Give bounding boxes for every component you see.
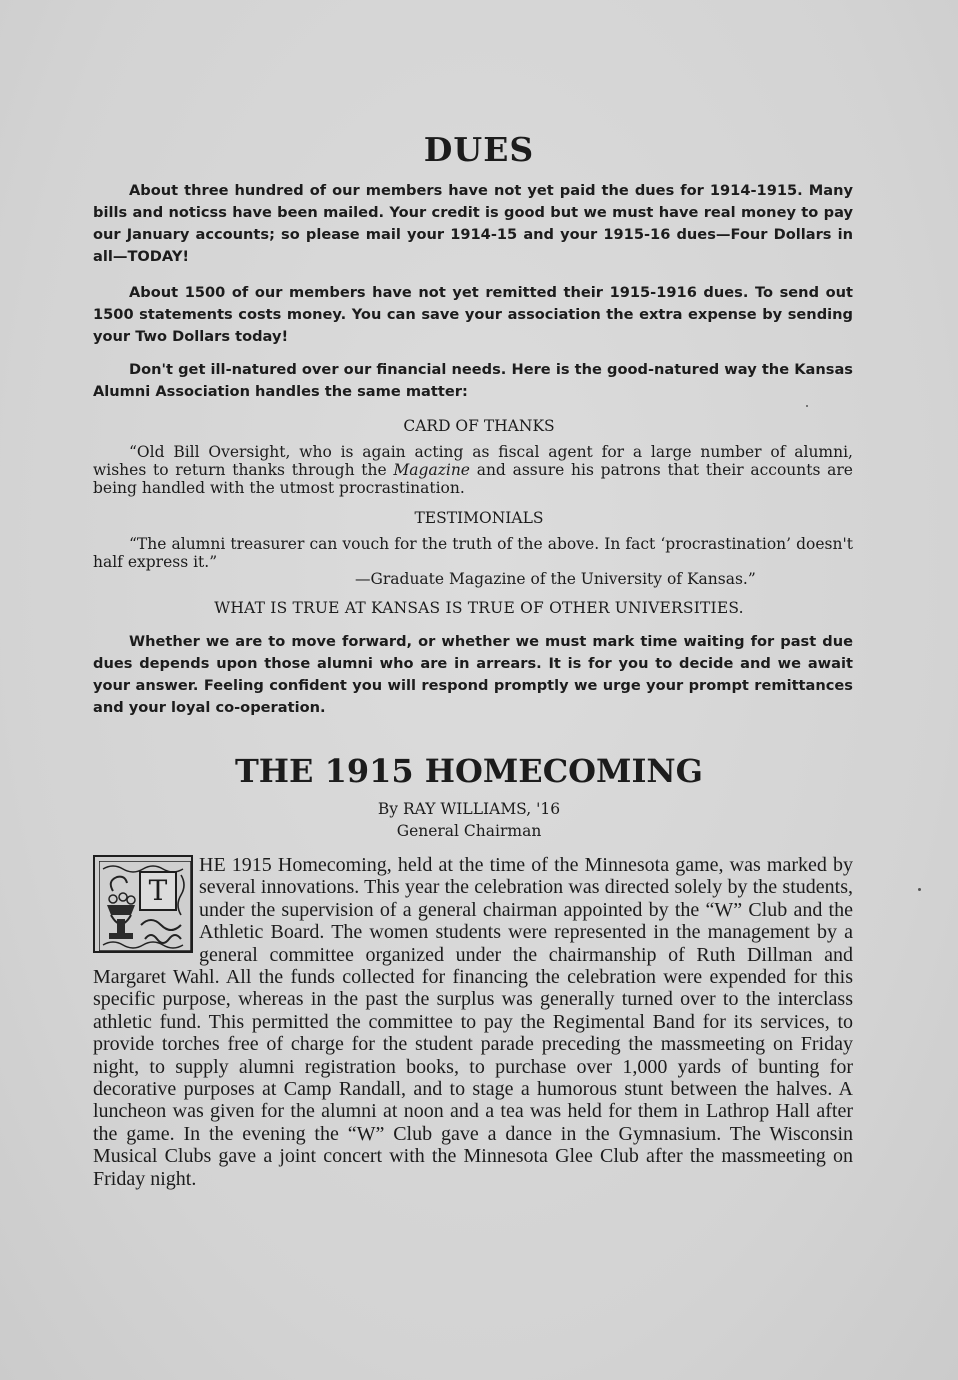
dues-paragraph-3: Don't get ill-natured over our financial needs. Here is the good-natured way the Kansas Alumni Association handles the same matter: xyxy=(93,361,853,400)
testimonial-attribution: —Graduate Magazine of the University of Kansas.” xyxy=(355,570,756,588)
byline-author: By RAY WILLIAMS, '16 xyxy=(377,800,561,818)
testimonials-heading: TESTIMONIALS xyxy=(414,509,544,527)
card-of-thanks-quote xyxy=(93,443,853,497)
paper-speck xyxy=(806,405,808,407)
drop-cap-letter: T xyxy=(139,871,177,911)
dues-paragraph-2: About 1500 of our members have not yet remitted their 1915-1916 dues. To send out 1500 statements costs money. You can save your association the extra expense by sending your Two Dollars today! xyxy=(93,284,853,345)
dues-heading: DUES xyxy=(423,130,535,169)
card-quote-magazine: Magazine xyxy=(393,461,470,479)
dues-paragraph-1: About three hundred of our members have not yet paid the dues for 1914-1915. Many bills and noticss have been mailed. Your credit is good but we must have real money to pay our January accounts; so please mail your 1914-15 and your 1915-16 dues—Four Dollars in all—TODAY! xyxy=(93,182,853,265)
homecoming-heading: THE 1915 HOMECOMING xyxy=(234,752,703,790)
drop-cap-ornament xyxy=(93,855,193,953)
byline-role: General Chairman xyxy=(396,822,542,840)
testimonial-quote: “The alumni treasurer can vouch for the truth of the above. In fact ‘procrastination’ doesn't half express it.” xyxy=(93,535,853,571)
homecoming-body: HE 1915 Homecoming, held at the time of the Minnesota game, was marked by several innovations. This year the celebration was directed solely by the students, under the supervision of a general chairman appointed by the “W” Club and the Athletic Board. The women students were represented in the management by a general committee organized under the chairmanship of Ruth Dillman and Margaret Wahl. All the funds collected for financing the celebration were expended for this specific purpose, whereas in the past the surplus was generally turned over to the interclass athletic fund. This permitted the committee to pay the Regimental Band for its services, to provide torches free of charge for the student parade preceding the massmeeting on Friday night, to supply alumni registration books, to purchase over 1,000 yards of bunting for decorative purposes at Camp Randall, and to stage a humorous stunt between the halves. A luncheon was given for the alumni at noon and a tea was held for them in Lathrop Hall after the game. In the evening the “W” Club gave a dance in the Gymnasium. The Wisconsin Musical Clubs gave a joint concert with the Minnesota Glee Club after the massmeeting on Friday night. xyxy=(93,854,853,1190)
card-quote-part-1: “Old Bill Oversight, who is again acting as fiscal agent for a large number of alumni, wishes to return thanks through the xyxy=(93,443,853,479)
card-quote-part-2: and assure his patrons that their accounts are being handled with the utmost procrastination. xyxy=(93,461,853,497)
truth-line: WHAT IS TRUE AT KANSAS IS TRUE OF OTHER UNIVERSITIES. xyxy=(214,599,744,617)
paper-speck xyxy=(918,888,921,891)
dues-closing-paragraph: Whether we are to move forward, or whether we must mark time waiting for past due dues depends upon those alumni who are in arrears. It is for you to decide and we await your answer. Feeling confident you will respond promptly we urge your prompt remittances and your loyal co-operation. xyxy=(93,633,853,716)
card-of-thanks-heading: CARD OF THANKS xyxy=(403,417,555,435)
homecoming-article xyxy=(93,854,853,1190)
